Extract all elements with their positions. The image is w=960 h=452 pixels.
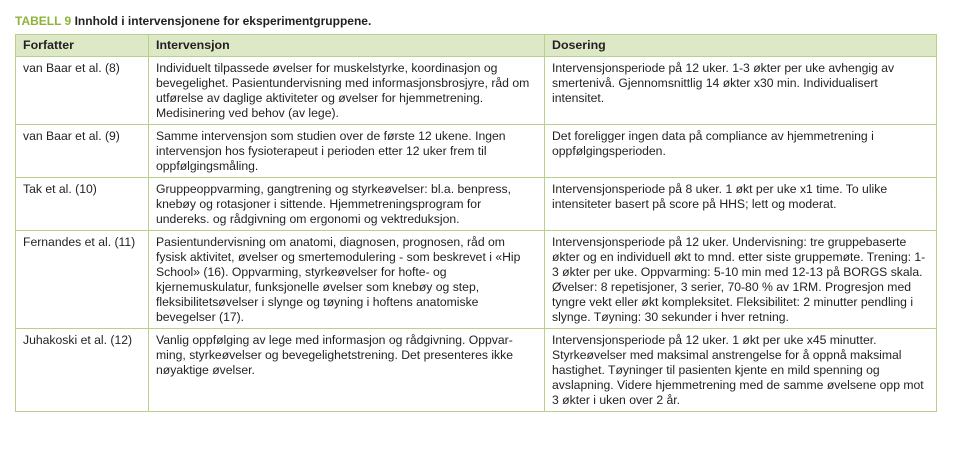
author-cell: van Baar et al. (9) <box>16 125 149 178</box>
table-title: Innhold i intervensjonene for eksperimentgruppene. <box>74 14 372 28</box>
table-caption <box>15 14 371 28</box>
dosage-cell: Det foreligger ingen data på compliance av hjemmetrening i oppfølgingsperioden. <box>545 125 937 178</box>
dosage-cell: Intervensjonsperiode på 8 uker. 1 økt per uke x1 time. To ulike intensiteter basert på score på HHS; lett og moderat. <box>545 178 937 231</box>
author-cell: Fernandes et al. (11) <box>16 231 149 329</box>
intervention-cell: Gruppeoppvarming, gangtrening og styrkeøvelser: bl.a. benpress, knebøy og rotasjoner i sittende. Hjemmetreningsprogram for undereks. og rådgivning om ergonomi og vektreduksjon. <box>149 178 545 231</box>
table-row <box>16 57 937 125</box>
author-cell: Tak et al. (10) <box>16 178 149 231</box>
header-intervention: Intervensjon <box>149 35 545 57</box>
table-row <box>16 125 937 178</box>
author-cell: Juhakoski et al. (12) <box>16 329 149 412</box>
intervention-cell: Samme intervensjon som studien over de første 12 ukene. Ingen intervensjon hos fysioterapeut i perioden etter 12 uker frem til oppfølgingsmåling. <box>149 125 545 178</box>
dosage-cell: Intervensjonsperiode på 12 uker. 1 økt per uke x45 minutter. Styrkeøvelser med maksimal anstrengelse for å oppnå maksimal hastighet. Tøyninger til pasienten kjente en mild spenning og avslapning. Videre hjemmetrening med de samme øvelsene opp mot 3 økter i uken over 2 år. <box>545 329 937 412</box>
table-row <box>16 178 937 231</box>
intervention-cell: Individuelt tilpassede øvelser for muskelstyrke, koordinasjon og bevegelighet. Pasientundervisning med informasjonsbrosjyre, råd om utførelse av daglige aktiviteter og øvelser for hjemmetrening. Medisinering ved behov (av lege). <box>149 57 545 125</box>
intervention-cell: Vanlig oppfølging av lege med informasjon og rådgivning. Oppvarming, styrkeøvelser og bevegelighetstrening. Det presenteres ikke nøyaktige øvelser. <box>149 329 545 412</box>
table-row <box>16 329 937 412</box>
intervention-table <box>15 34 937 412</box>
header-row <box>16 35 937 57</box>
intervention-cell: Pasientundervisning om anatomi, diagnosen, prognosen, råd om fysisk aktivitet, øvelser og smertemodulering - som beskrevet i «Hip School» (16). Oppvarming, styrkeøvelser for hofte- og kjernemuskulatur, funksjonelle øvelser som knebøy og step, fleksibilitetsøvelser i slynge og tøyning i hoftens anatomiske bevegelser (17). <box>149 231 545 329</box>
header-dosage: Dosering <box>545 35 937 57</box>
author-cell: van Baar et al. (8) <box>16 57 149 125</box>
table-number: TABELL 9 <box>15 14 72 28</box>
dosage-cell: Intervensjonsperiode på 12 uker. 1-3 økter per uke avhengig av smertenivå. Gjennomsnittlig 14 økter x30 min. Individualisert intensitet. <box>545 57 937 125</box>
table-row <box>16 231 937 329</box>
header-author: Forfatter <box>16 35 149 57</box>
dosage-cell: Intervensjonsperiode på 12 uker. Undervisning: tre gruppebaserte økter og en individuell økt to mnd. etter siste gruppemøte. Trening: 1-3 økter per uke. Oppvarming: 5-10 min med 12-13 på BORGS skala. Øvelser: 8 repetisjoner, 3 serier, 70-80 % av 1RM. Progresjon med tyngre vekt eller økt kompleksitet. Fleksibilitet: 2 minutter pendling i slynge. Tøyning: 30 sekunder i hver retning. <box>545 231 937 329</box>
